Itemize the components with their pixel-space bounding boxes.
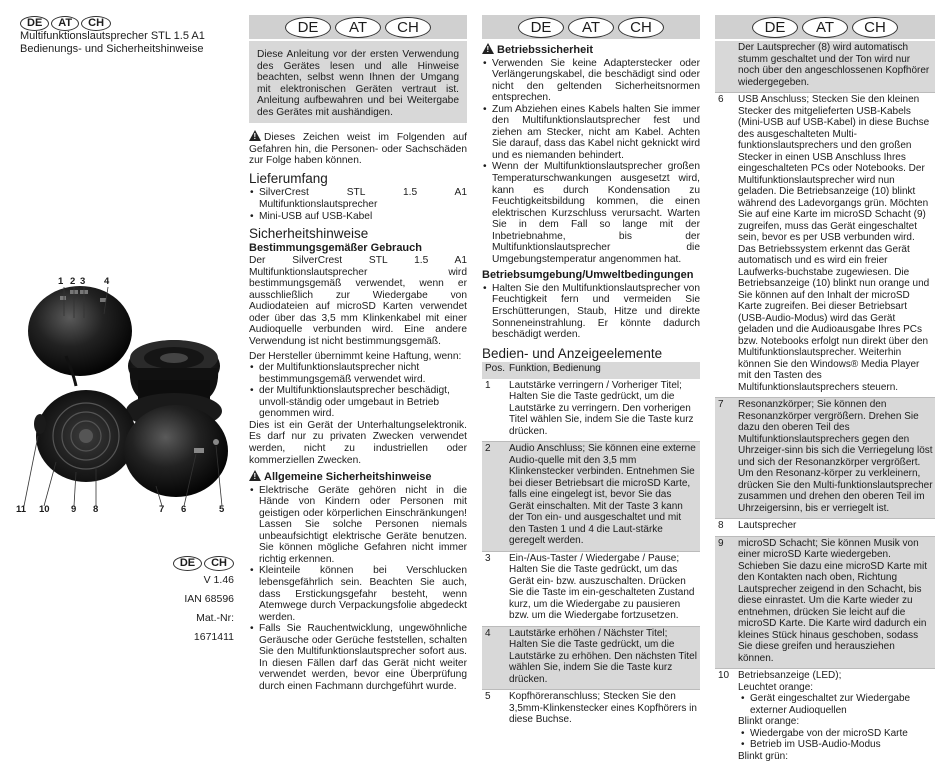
led-subheading: Blinkt orange: xyxy=(738,716,933,728)
version-number: V 1.46 xyxy=(160,571,234,590)
row-text xyxy=(736,669,935,766)
led-list xyxy=(738,728,933,751)
general-safety-title: Allgemeine Sicherheitshinweise xyxy=(264,471,432,483)
header1-badge-de: DE xyxy=(285,17,331,38)
warning-note xyxy=(249,130,467,167)
intended-use-text: Der SilverCrest STL 1.5 A1 Multifunktionslautsprecher wird bestimmungsgemäß verwendet, wenn er ausschließlich zur Wiedergabe von Audiodateien auf microSD Karten verwendet oder über das 3,5 mm Klinkenkabel mit einer Audioquelle verbunden wird. Eine andere Verwendung ist nicht bestimmungsgemäß. xyxy=(249,255,467,347)
operational-safety-list xyxy=(482,58,700,266)
intro-box xyxy=(249,41,467,123)
document-header xyxy=(20,30,205,55)
lang-badge-de: DE xyxy=(20,16,49,31)
row-pos: 10 xyxy=(715,669,736,766)
table-row xyxy=(715,398,935,519)
row-pos: 9 xyxy=(715,536,736,669)
general-safety-item: • Kleinteile können bei Verschlucken lebensgefährlich sein. Beachten Sie auch, dass Erstickungsgefahr besteht, wenn Atemwege durch Verpackungsfolie abgedeckt werden. xyxy=(259,565,467,623)
header3-badge-at: AT xyxy=(802,17,848,38)
table-row xyxy=(482,379,700,442)
header2-badge-ch: CH xyxy=(618,17,664,38)
controls-heading: Bedien- und Anzeigeelemente xyxy=(482,348,700,360)
product-name: Multifunktionslautsprecher STL 1.5 A1 xyxy=(20,30,205,43)
scope-item: • SilverCrest STL 1.5 A1 Multifunktionslautsprecher xyxy=(259,187,467,210)
header1-badge-at: AT xyxy=(335,17,381,38)
liability-item: • der Multifunktionslautsprecher nicht bestimmungsgemäß verwendet wird. xyxy=(259,362,467,385)
led-item: • Gerät eingeschaltet zur Wiedergabe externer Audioquellen xyxy=(750,693,933,716)
callout-1: 1 xyxy=(58,276,63,287)
row-text: microSD Schacht; Sie können Musik von einer microSD Karte wiedergeben. Schieben Sie dazu eine microSD Karte mit den Kontakten nach oben, Richtung Lautsprecher zeigend in den Schacht, bis diese einrastet. Um die Karte wieder zu entnehmen, drücken Sie leicht auf die microSD Karte. Die Karte wird dadurch ein kleines Stück hinaus geschoben, sodass Sie diese greifen und herausziehen können. xyxy=(736,536,935,669)
row-pos: 2 xyxy=(482,442,507,552)
column-2 xyxy=(482,41,700,730)
led-list xyxy=(738,693,933,716)
intro-text: Diese Anleitung vor der ersten Verwendung des Gerätes lesen und alle Hinweise beachten, selbst wenn Ihnen der Umgang mit elektronischen Geräten vertraut ist. Anleitung aufbewahren und bei Weitergabe des Gerätes mit aushändigen. xyxy=(257,49,459,118)
liability-text: Der Hersteller übernimmt keine Haftung, wenn: xyxy=(249,351,467,363)
callout-8: 8 xyxy=(93,504,98,515)
led-item: • Wiedergabe von der microSD Karte xyxy=(750,728,933,740)
callout-6: 6 xyxy=(181,504,186,515)
column-header-3 xyxy=(715,15,935,39)
row-text: USB Anschluss; Stecken Sie den kleinen Stecker des mitgelieferten USB-Kabels (Mini-USB auf USB-Kabel) in diese Buchse des ausgeschalteten Multi-funktionslautsprechers und den großen Stecker in einen USB Anschluss Ihres eingeschalteten PCs oder Notebooks. Der Multifunktionslautsprecher wird nun geladen. Die Betriebsanzeige (10) blinkt während des Ladevorgangs grün. Möchten Sie auf eine Karte im microSD Schacht (9) zugreifen, muss das Gerät eingeschaltet sein, bevor es per USB verbunden wird. Das Betriebssystem erkennt das Gerät automatisch und es wird ein freier Laufwerks-buchstabe zugewiesen. Die Betriebsanzeige (10) blinkt nun orange und Sie können auf den Inhalt der microSD Karte zugreifen. Bei dieser Betriebsart (USB-Audio-Modus) wird das Gerät geladen und die Audioausgabe Ihres PCs bzw. Notebooks erfolgt nun direkt über den Multifunktionslautsprecher. Weiterhin können Sie den Windows® Media Player mit den Tasten des Multifunktionslautsprechers steuern. xyxy=(736,93,935,398)
row-pos: 7 xyxy=(715,398,736,519)
speaker-illustration xyxy=(16,276,238,516)
scope-item: • Mini-USB auf USB-Kabel xyxy=(259,211,467,223)
intended-use-heading: Bestimmungsgemäßer Gebrauch xyxy=(249,243,467,255)
operational-safety-heading xyxy=(482,43,700,57)
environment-heading: Betriebsumgebung/Umweltbedingungen xyxy=(482,270,700,282)
safety-heading: Sicherheitshinweise xyxy=(249,228,467,240)
row-text: Audio Anschluss; Sie können eine externe Audio-quelle mit den 3,5 mm Klinkenstecker verbinden. Entnehmen Sie bei dieser Betriebsart die microSD Karte, falls eine eingelegt ist, bevor Sie das Gerät einschalten. Mit der Taste 3 kann der Ton ein- und ausgeschaltet und mit den Tasten 1 und 4 die Laut-stärke geregelt werden. xyxy=(507,442,700,552)
column-1 xyxy=(249,41,467,692)
callout-5: 5 xyxy=(219,504,224,515)
row-pos: 4 xyxy=(482,626,507,690)
row-text: Ein-/Aus-Taster / Wiedergabe / Pause; Halten Sie die Taste gedrückt, um das Gerät ein- bzw. auszuschalten. Drücken Sie die Taste im ein-geschalteten Zustand kurz, um die Wiedergabe zu pausieren bzw. um die Wiedergabe fortzusetzen. xyxy=(507,551,700,626)
row-text: Lautstärke erhöhen / Nächster Titel; Halten Sie die Taste gedrückt, um die Lautstärke zu erhöhen. Den nächsten Titel wählen Sie, indem Sie die Taste kurz drücken. xyxy=(507,626,700,690)
callout-9: 9 xyxy=(71,504,76,515)
warning-note-text: Dieses Zeichen weist im Folgenden auf Gefahren hin, die Personen- oder Sachschäden zur Folge haben können. xyxy=(249,132,467,166)
row-pos-empty xyxy=(715,41,736,93)
lang-badge-at: AT xyxy=(51,16,79,31)
led-subheading: Leuchtet orange: xyxy=(738,682,933,694)
header2-badge-de: DE xyxy=(518,17,564,38)
callout-11: 11 xyxy=(16,504,26,515)
warning-icon xyxy=(249,130,261,141)
device-class-text: Dies ist ein Gerät der Unterhaltungselektronik. Es darf nur zu privaten Zwecken verwendet werden, nicht zu industriellen oder kommerziellen Zwecken. xyxy=(249,420,467,466)
column-3 xyxy=(715,41,935,766)
table-row xyxy=(715,669,935,766)
table-header-function: Funktion, Bedienung xyxy=(507,362,700,379)
warning-icon xyxy=(249,470,261,481)
led-subheading: Blinkt grün: xyxy=(738,751,933,763)
general-safety-heading xyxy=(249,470,467,484)
ian-number: IAN 68596 xyxy=(160,590,234,609)
table-row xyxy=(715,93,935,398)
version-block xyxy=(160,556,234,647)
scope-list xyxy=(249,187,467,222)
row-text: Kopfhöreranschluss; Stecken Sie den 3,5mm-Klinkenstecker eines Kopfhörers in diese Buchse. xyxy=(507,690,700,730)
callout-3: 3 xyxy=(80,276,85,287)
row-pos: 8 xyxy=(715,519,736,537)
general-safety-item: • Elektrische Geräte gehören nicht in die Hände von Kindern oder Personen mit geistigen oder körperlichen Einschränkungen! Lassen Sie solche Personen niemals unbeaufsichtigt elektrische Geräte benutzen. Sie können mögliche Gefahren nicht immer richtig erkennen. xyxy=(259,485,467,566)
row-text: Der Lautsprecher (8) wird automatisch stumm geschaltet und der Ton wird nur noch über den angeschlossenen Kopfhörer wiedergegeben. xyxy=(736,41,935,93)
table-row xyxy=(715,519,935,537)
led-title: Betriebsanzeige (LED); xyxy=(738,670,933,682)
table-row xyxy=(482,626,700,690)
product-figure xyxy=(16,276,238,516)
table-row xyxy=(482,442,700,552)
document-subtitle: Bedienungs- und Sicherheitshinweise xyxy=(20,43,205,56)
row-pos: 3 xyxy=(482,551,507,626)
liability-list xyxy=(249,362,467,420)
table-row xyxy=(715,41,935,93)
row-text: Lautsprecher xyxy=(736,519,935,537)
row-pos: 1 xyxy=(482,379,507,442)
callout-10: 10 xyxy=(39,504,50,515)
header1-badge-ch: CH xyxy=(385,17,431,38)
general-safety-list xyxy=(249,485,467,693)
environment-list xyxy=(482,283,700,341)
table-header-pos: Pos. xyxy=(482,362,507,379)
callout-7: 7 xyxy=(159,504,164,515)
operational-safety-title: Betriebssicherheit xyxy=(497,44,593,56)
warning-icon xyxy=(482,43,494,54)
operational-safety-item: • Wenn der Multifunktionslautsprecher großen Temperaturschwankungen ausgesetzt wird, kann es durch Kondensation zu Feuchtigkeitsbildung kommen, die einen elektrischen Kurzschluss verursacht. Warten Sie in dem Fall so lange mit der Inbetriebnahme, bis der Multifunktionslautsprecher die Umgebungstemperatur angenommen hat. xyxy=(492,161,700,265)
language-badges xyxy=(20,13,113,31)
header3-badge-de: DE xyxy=(752,17,798,38)
header3-badge-ch: CH xyxy=(852,17,898,38)
table-header-row xyxy=(482,362,700,379)
callout-4: 4 xyxy=(104,276,109,287)
row-text: Lautstärke verringern / Vorheriger Titel; Halten Sie die Taste gedrückt, um die Lautstärke zu verringern. Den vorherigen Titel wählen Sie, indem Sie die Taste kurz drücken. xyxy=(507,379,700,442)
liability-item: • der Multifunktionslautsprecher beschädigt, unvoll-ständig oder umgebaut in Betrieb genommen wird. xyxy=(259,385,467,420)
row-pos: 5 xyxy=(482,690,507,730)
lang-badge-ch: CH xyxy=(81,16,111,31)
controls-table xyxy=(482,362,700,730)
table-row xyxy=(482,690,700,730)
table-row xyxy=(482,551,700,626)
controls-table-continued xyxy=(715,41,935,766)
lang-badge-de-small: DE xyxy=(173,556,202,571)
column-header-2 xyxy=(482,15,700,39)
lang-badge-ch-small: CH xyxy=(204,556,234,571)
operational-safety-item: • Zum Abziehen eines Kabels halten Sie immer den Multifunktionslautsprecher fest und ziehen am Stecker, nicht am Kabel. Achten Sie darauf, dass das Kabel nicht geknickt wird und es niemanden behindert. xyxy=(492,104,700,162)
material-number: Mat.-Nr: 1671411 xyxy=(160,609,234,647)
row-text: Resonanzkörper; Sie können den Resonanzkörper vergrößern. Drehen Sie dazu den oberen Teil des Multifunktionslautsprechers gegen den Uhrzeiger-sinn bis sich die Verriegelung löst und sich der Resonanzkörper vergrößert. Um den Resonanz-körper zu verkleinern, drücken Sie den Multi-funktionslautsprecher zusammen und drehen den oberen Teil im Uhrzeigersinn, bis er verriegelt ist. xyxy=(736,398,935,519)
scope-heading: Lieferumfang xyxy=(249,173,467,185)
callout-2: 2 xyxy=(70,276,75,287)
operational-safety-item: • Verwenden Sie keine Adapterstecker oder Verlängerungskabel, die beschädigt sind oder nicht den geltenden Sicherheitsnormen entsprechen. xyxy=(492,58,700,104)
general-safety-item: • Falls Sie Rauchentwicklung, ungewöhnliche Geräusche oder Gerüche feststellen, schalten Sie den Multifunktionslautsprecher sofort aus. In diesen Fällen darf das Gerät nicht weiter verwendet werden, bevor eine Überprüfung durch einen Fachmann durchgeführt wurde. xyxy=(259,623,467,692)
row-pos: 6 xyxy=(715,93,736,398)
header2-badge-at: AT xyxy=(568,17,614,38)
environment-item: • Halten Sie den Multifunktionslautsprecher von Feuchtigkeit fern und vermeiden Sie Erschütterungen, Staub, Hitze und direkte Sonneneinstrahlung. Er könnte dadurch beschädigt werden. xyxy=(492,283,700,341)
column-header-1 xyxy=(249,15,467,39)
table-row xyxy=(715,536,935,669)
led-item: • Betrieb im USB-Audio-Modus xyxy=(750,739,933,751)
